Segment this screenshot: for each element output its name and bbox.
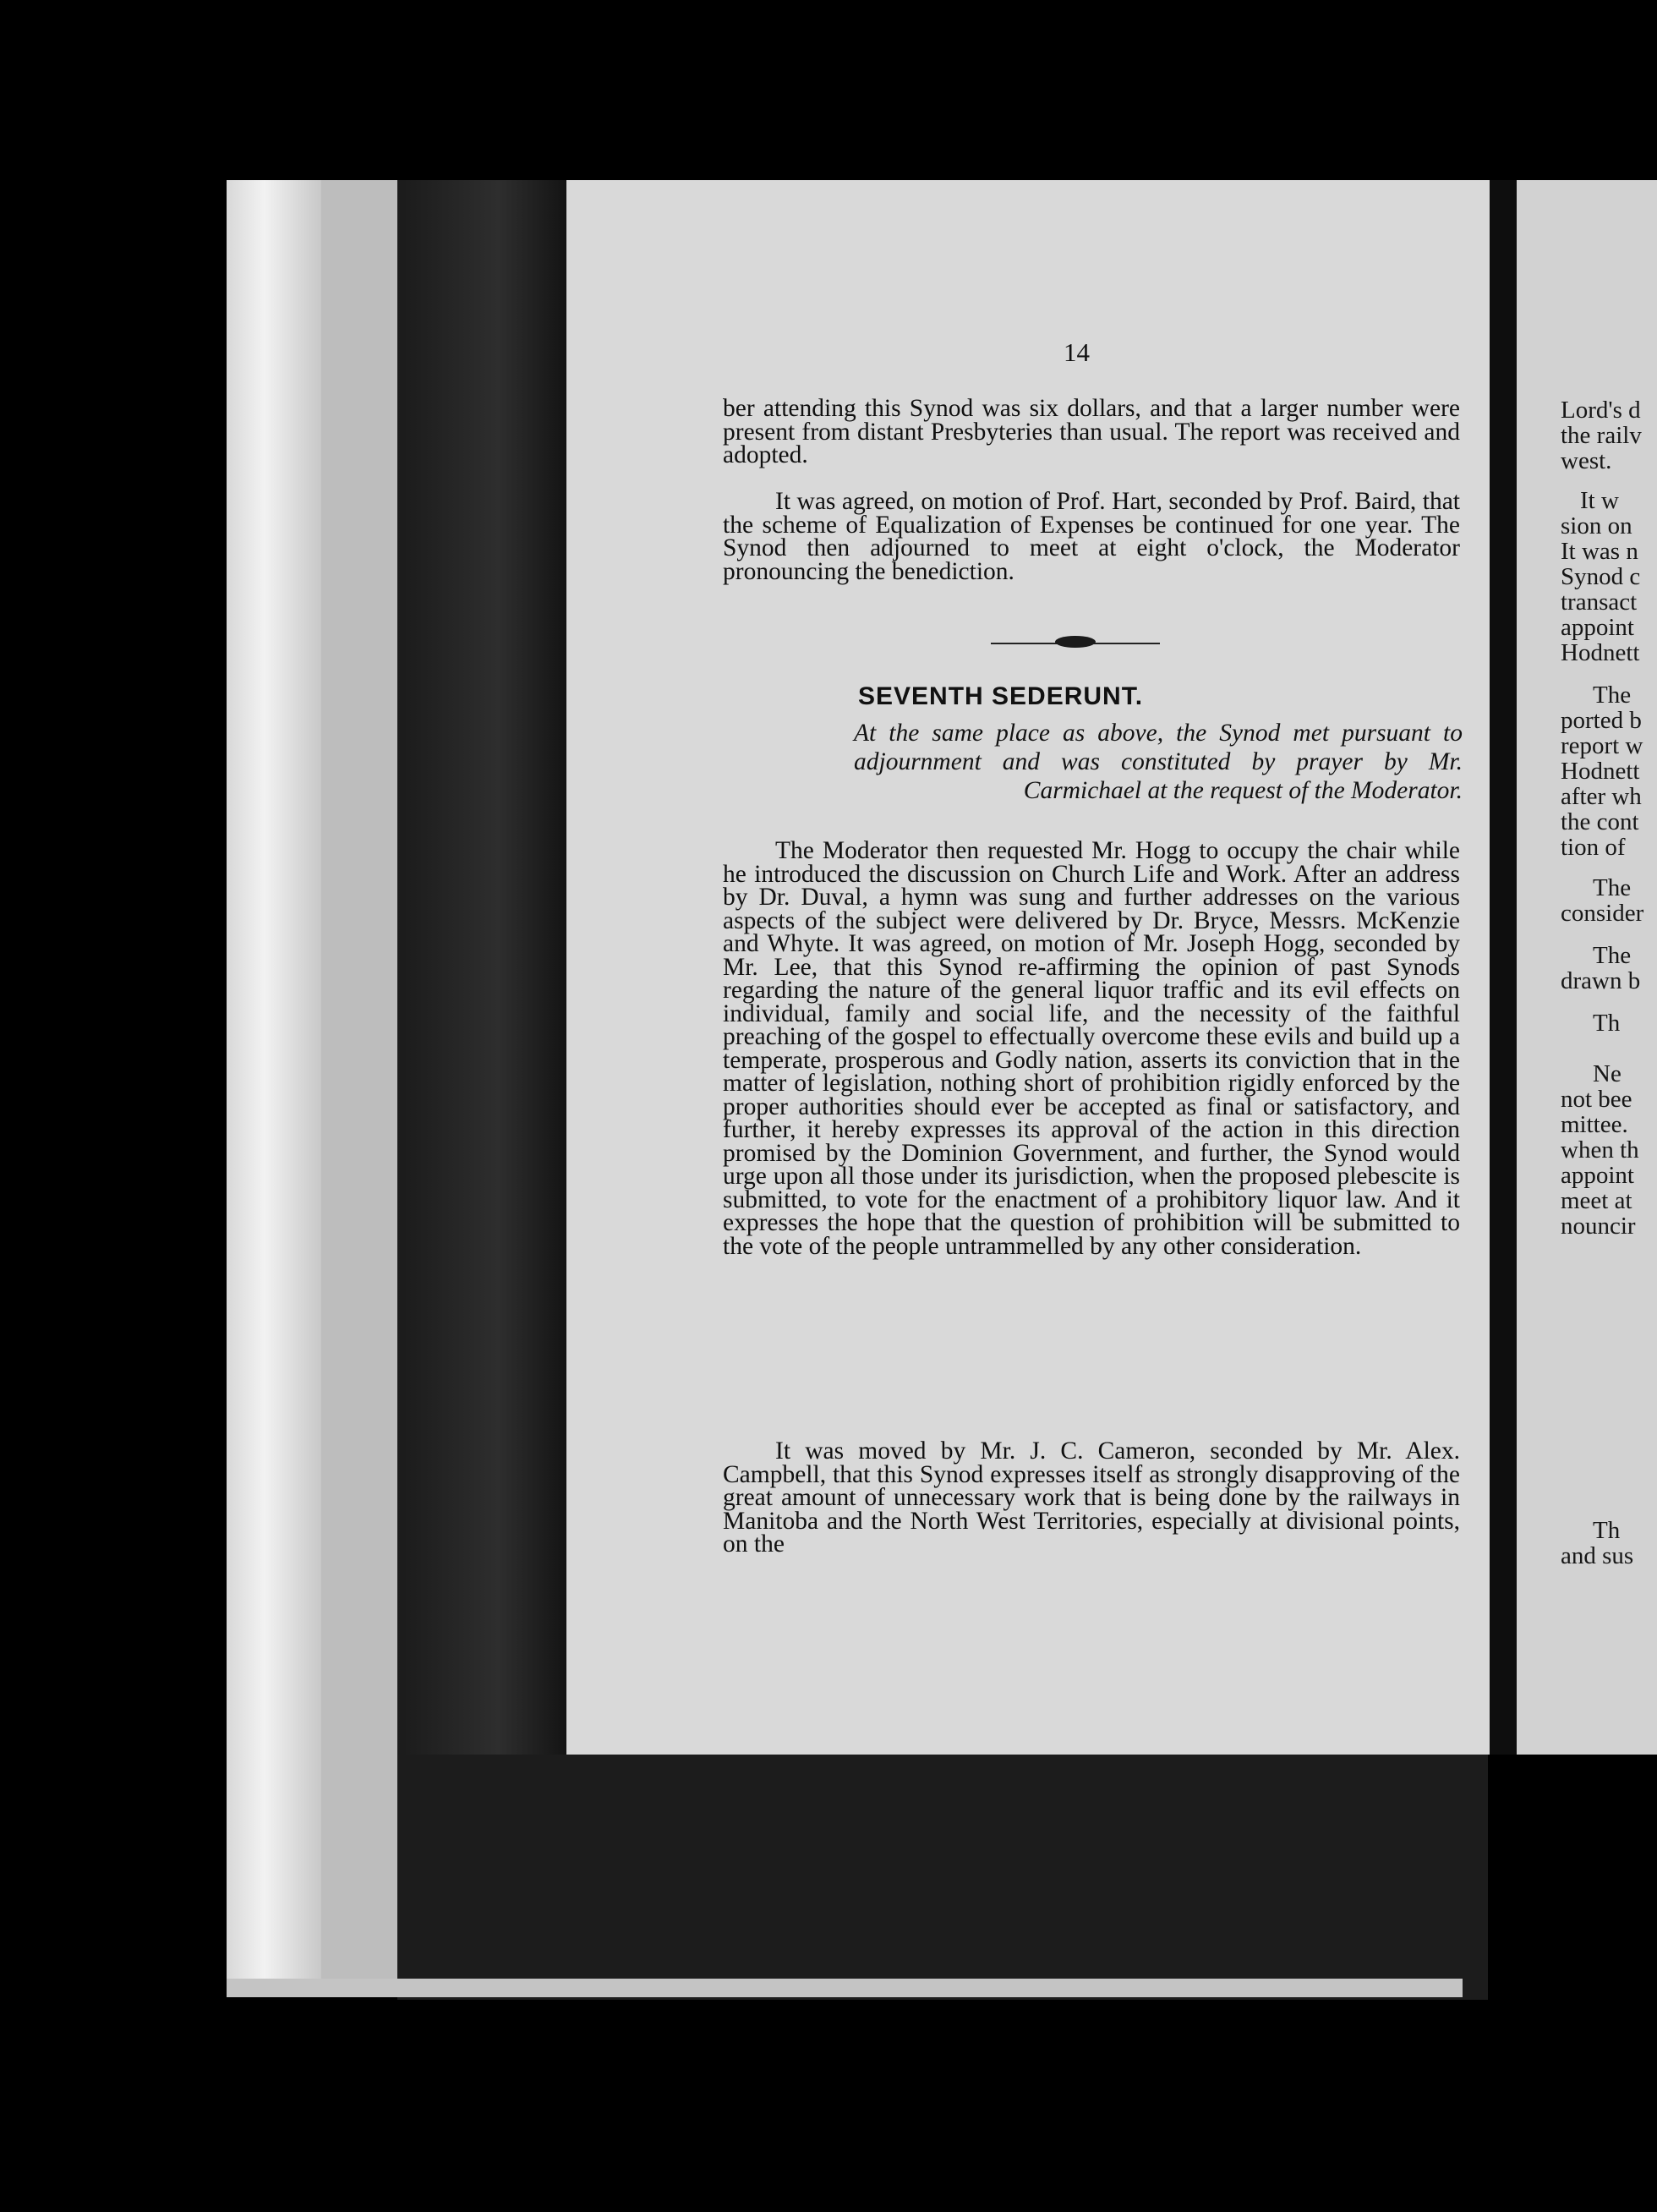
next-page-fragment: Th	[1593, 1010, 1621, 1037]
next-page-fragment: Lord's d	[1561, 397, 1641, 424]
next-page-fragment: after wh	[1561, 783, 1642, 810]
next-page-fragment: The	[1593, 874, 1632, 901]
paragraph-railways: It was moved by Mr. J. C. Cameron, seconded by Mr. Alex. Campbell, that this Synod expresses itself as strongly disapproving of the great amount of unnecessary work that is being done by the railways in Manitoba and the North West Territories, especially at divisional points, on the	[723, 1437, 1460, 1558]
next-page-fragment: Ne	[1593, 1060, 1621, 1087]
page-number: 14	[1064, 337, 1090, 367]
next-page-fragment: The	[1593, 682, 1632, 709]
section-heading: SEVENTH SEDERUNT.	[858, 682, 1144, 710]
next-page-edge	[1517, 180, 1657, 1755]
divider-ornament	[1055, 636, 1096, 648]
book-binding	[397, 180, 566, 1998]
next-page-fragment: Th	[1593, 1517, 1621, 1544]
next-page-fragment: not bee	[1561, 1086, 1632, 1113]
next-page-fragment: It w	[1580, 487, 1619, 514]
section-intro: At the same place as above, the Synod met pursuant to adjournment and was constituted by prayer by Mr. Carmichael at the request of the Moderator.	[854, 720, 1463, 804]
page-gutter	[1490, 180, 1517, 1755]
next-page-fragment: sion on	[1561, 512, 1632, 539]
next-page-fragment: when th	[1561, 1136, 1639, 1163]
next-page-fragment: consider	[1561, 900, 1644, 927]
next-page-fragment: the railv	[1561, 422, 1642, 449]
next-page-fragment: appoint	[1561, 1162, 1634, 1189]
next-page-fragment: report w	[1561, 732, 1643, 759]
next-page-fragment: mittee.	[1561, 1111, 1628, 1138]
paragraph-moderator: The Moderator then requested Mr. Hogg to occupy the chair while he introduced the discussion on Church Life and Work. After an address by Dr. Duval, a hymn was sung and further addresses on the various aspects of the subject were delivered by Dr. Bryce, Messrs. McKenzie and Whyte. It was agreed, on motion of Mr. Joseph Hogg, seconded by Mr. Lee, that this Synod re-affirming the opinion of past Synods regarding the nature of the general liquor traffic and its evil effects on individual, family and social life, and the necessity of the faithful preaching of the gospel to effectually overcome these evils and build up a temperate, prosperous and Godly nation, asserts its conviction that in the matter of legislation, nothing short of prohibition rigidly enforced by the proper authorities should ever be accepted as final or satisfactory, and further, it hereby expresses its approval of the action in this direction promised by the Dominion Government, and further, the Synod would urge upon all those under its jurisdiction, when the proposed plebescite is submitted, to vote for the enactment of a prohibitory liquor law. And it expresses the hope that the question of prohibition will be submitted to the vote of the people untrammelled by any other consideration.	[723, 837, 1460, 1260]
next-page-fragment: The	[1593, 942, 1632, 969]
next-page-fragment: west.	[1561, 447, 1612, 474]
next-page-fragment: and sus	[1561, 1542, 1634, 1569]
next-page-fragment: nouncir	[1561, 1213, 1636, 1240]
scan-shadow	[397, 1755, 1488, 2000]
paragraph-equalization: It was agreed, on motion of Prof. Hart, seconded by Prof. Baird, that the scheme of Equalization of Expenses be continued for one year. The Synod then adjourned to meet at eight o'clock, the Moderator pronouncing the benediction.	[723, 488, 1460, 585]
next-page-fragment: appoint	[1561, 614, 1634, 641]
next-page-fragment: It was n	[1561, 538, 1638, 565]
next-page-fragment: Hodnett	[1561, 758, 1640, 785]
paragraph-continued: ber attending this Synod was six dollars, and that a larger number were present from distant Presbyteries than usual. The report was received and adopted.	[723, 395, 1460, 468]
page-bottom-edge	[227, 1979, 1463, 1997]
next-page-fragment: transact	[1561, 589, 1638, 616]
next-page-fragment: drawn b	[1561, 967, 1641, 994]
previous-page-edge	[227, 180, 321, 1996]
next-page-fragment: meet at	[1561, 1187, 1632, 1214]
next-page-fragment: the cont	[1561, 808, 1639, 835]
next-page-fragment: Hodnett	[1561, 639, 1640, 666]
next-page-fragment: ported b	[1561, 707, 1642, 734]
next-page-fragment: tion of	[1561, 834, 1626, 861]
next-page-fragment: Synod c	[1561, 563, 1641, 590]
